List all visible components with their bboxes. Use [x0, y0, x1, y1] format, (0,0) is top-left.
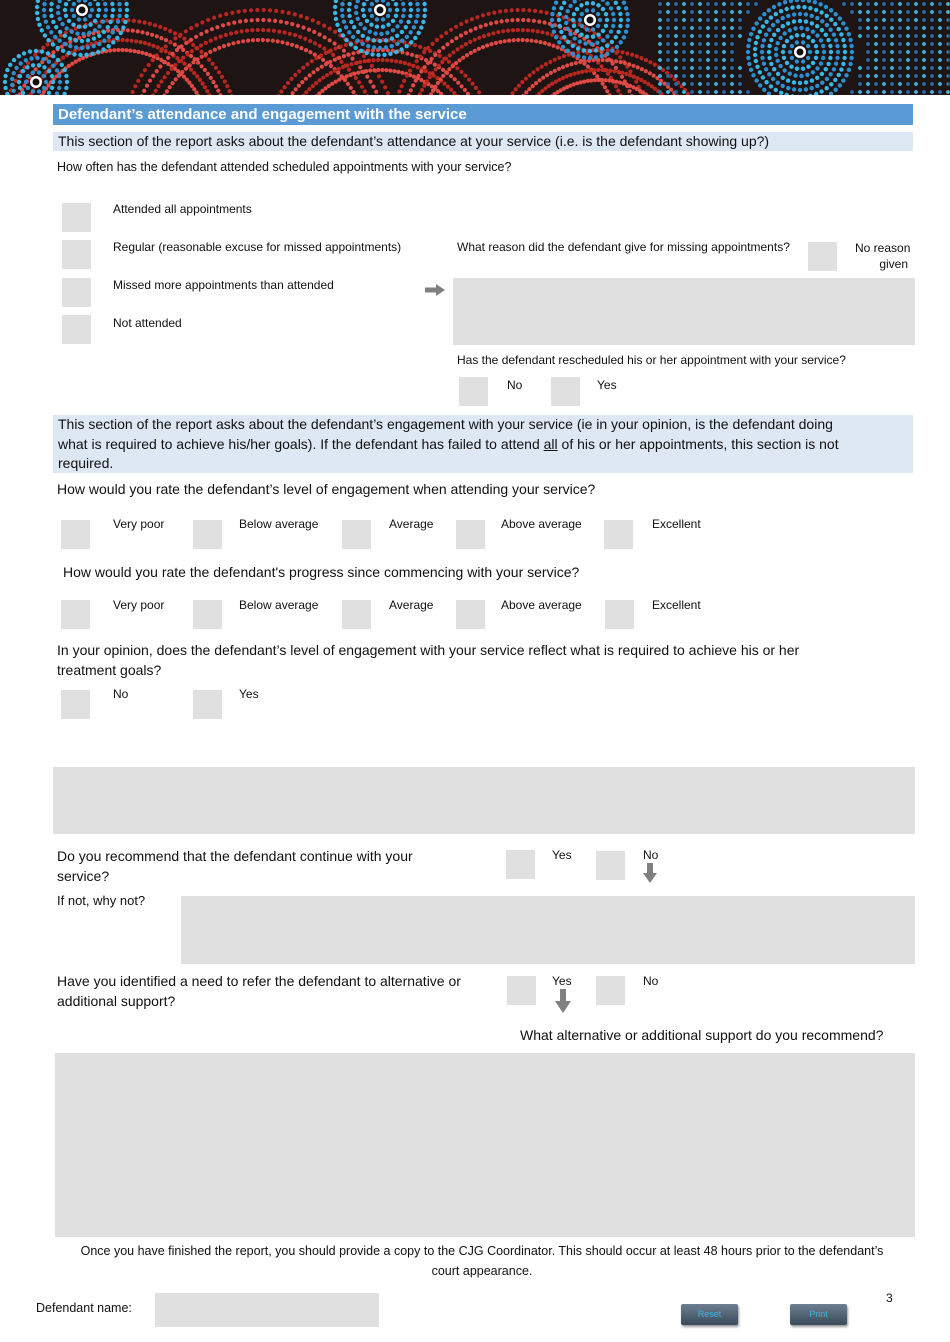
- checkbox-progress-average[interactable]: [342, 600, 371, 629]
- checkbox-regular[interactable]: [62, 240, 91, 269]
- engagement-intro-line1: This section of the report asks about the defendant’s engagement with your service (ie in your opinion, is the defendant doing: [58, 416, 833, 432]
- checkbox-rescheduled-yes[interactable]: [551, 377, 580, 406]
- dot-art-banner-image: [0, 0, 950, 95]
- checkbox-engagement-above-average[interactable]: [456, 520, 485, 549]
- checkbox-progress-above-average[interactable]: [456, 600, 485, 629]
- footer-note-line1: Once you have finished the report, you should provide a copy to the CJG Coordinator. This should occur at least 48 hours prior to the defendant’s: [80, 1244, 884, 1258]
- attendance-intro: This section of the report asks about the defendant’s attendance at your service (i.e. is the defendant showing up?): [53, 132, 913, 151]
- goals-no-label: No: [113, 687, 129, 701]
- defendant-name-field[interactable]: [155, 1293, 379, 1327]
- reset-button[interactable]: Reset: [681, 1304, 738, 1325]
- checkbox-continue-no[interactable]: [596, 851, 625, 880]
- checkbox-engagement-average[interactable]: [342, 520, 371, 549]
- checkbox-goals-no[interactable]: [61, 690, 90, 719]
- refer-question-line1: Have you identified a need to refer the defendant to alternative or: [57, 973, 461, 989]
- section-title: Defendant’s attendance and engagement with the service: [53, 104, 913, 125]
- engagement-average-label: Average: [389, 517, 434, 531]
- print-button[interactable]: Print: [790, 1304, 847, 1325]
- engagement-rating-question: How would you rate the defendant’s level of engagement when attending your service?: [57, 481, 596, 497]
- continue-no-label: No: [643, 848, 659, 862]
- progress-average-label: Average: [389, 598, 434, 612]
- checkbox-progress-excellent[interactable]: [605, 600, 634, 629]
- attendance-question: How often has the defendant attended scheduled appointments with your service?: [57, 160, 512, 174]
- checkbox-continue-yes[interactable]: [506, 850, 535, 879]
- refer-yes-label: Yes: [552, 974, 572, 988]
- checkbox-progress-very-poor[interactable]: [61, 600, 90, 629]
- engagement-intro-line2: [58, 435, 913, 455]
- refer-question-line2: additional support?: [57, 993, 176, 1009]
- page-number: 3: [886, 1291, 893, 1305]
- continue-yes-label: Yes: [552, 848, 572, 862]
- engagement-intro-line2-a: what is required to achieve his/her goals). If the defendant has failed to attend: [58, 435, 544, 452]
- checkbox-no-reason-given[interactable]: [808, 242, 837, 271]
- progress-above-average-label: Above average: [501, 598, 582, 612]
- rescheduled-yes-label: Yes: [597, 378, 617, 392]
- checkbox-refer-yes[interactable]: [507, 976, 536, 1005]
- option-regular: Regular (reasonable excuse for missed appointments): [113, 240, 402, 254]
- dot-art-banner: [0, 0, 950, 95]
- checkbox-progress-below-average[interactable]: [193, 600, 222, 629]
- checkbox-goals-yes[interactable]: [193, 690, 222, 719]
- checkbox-missed-more[interactable]: [62, 278, 91, 307]
- goals-yes-label: Yes: [239, 687, 259, 701]
- option-attended-all: Attended all appointments: [113, 202, 252, 216]
- refer-no-label: No: [643, 974, 659, 988]
- reason-text-field[interactable]: [453, 278, 915, 345]
- progress-below-average-label: Below average: [239, 598, 319, 612]
- checkbox-engagement-very-poor[interactable]: [61, 520, 90, 549]
- arrow-down-icon: [643, 863, 657, 883]
- rescheduled-no-label: No: [507, 378, 523, 392]
- defendant-name-label: Defendant name:: [36, 1301, 132, 1315]
- option-missed-more: Missed more appointments than attended: [113, 278, 334, 292]
- engagement-above-average-label: Above average: [501, 517, 582, 531]
- no-reason-label-line1: No reason: [855, 241, 911, 255]
- engagement-intro-line3: required.: [58, 455, 114, 471]
- checkbox-rescheduled-no[interactable]: [459, 377, 488, 406]
- goals-question-line1: In your opinion, does the defendant’s level of engagement with your service reflect what is required to achieve his or her: [57, 642, 800, 658]
- reason-question: What reason did the defendant give for missing appointments?: [457, 240, 790, 254]
- checkbox-engagement-below-average[interactable]: [193, 520, 222, 549]
- continue-question-line2: service?: [57, 868, 110, 884]
- support-text-field[interactable]: [55, 1053, 915, 1237]
- progress-excellent-label: Excellent: [652, 598, 701, 612]
- checkbox-not-attended[interactable]: [62, 315, 91, 344]
- checkbox-attended-all[interactable]: [62, 203, 91, 232]
- arrow-right-icon: [425, 284, 445, 296]
- checkbox-engagement-excellent[interactable]: [604, 520, 633, 549]
- engagement-intro: [53, 415, 913, 473]
- engagement-very-poor-label: Very poor: [113, 517, 165, 531]
- no-reason-label-line2: given: [879, 257, 908, 271]
- goals-question-line2: treatment goals?: [57, 662, 162, 678]
- engagement-excellent-label: Excellent: [652, 517, 701, 531]
- arrow-down-icon: [555, 989, 571, 1013]
- progress-question: How would you rate the defendant's progress since commencing with your service?: [63, 564, 580, 580]
- footer-note-line2: court appearance.: [431, 1264, 533, 1278]
- option-not-attended: Not attended: [113, 316, 182, 330]
- rescheduled-question: Has the defendant rescheduled his or her appointment with your service?: [457, 353, 846, 367]
- support-question: What alternative or additional support do you recommend?: [520, 1027, 884, 1043]
- engagement-below-average-label: Below average: [239, 517, 319, 531]
- if-not-label: If not, why not?: [57, 893, 146, 908]
- engagement-comments-field[interactable]: [53, 767, 915, 834]
- checkbox-refer-no[interactable]: [596, 976, 625, 1005]
- engagement-intro-line2-underlined: all: [543, 435, 558, 452]
- progress-very-poor-label: Very poor: [113, 598, 165, 612]
- continue-question-line1: Do you recommend that the defendant continue with your: [57, 848, 413, 864]
- if-not-text-field[interactable]: [181, 896, 915, 964]
- engagement-intro-line2-c: of his or her appointments, this section is not: [557, 435, 839, 452]
- footer-note: [40, 1241, 924, 1281]
